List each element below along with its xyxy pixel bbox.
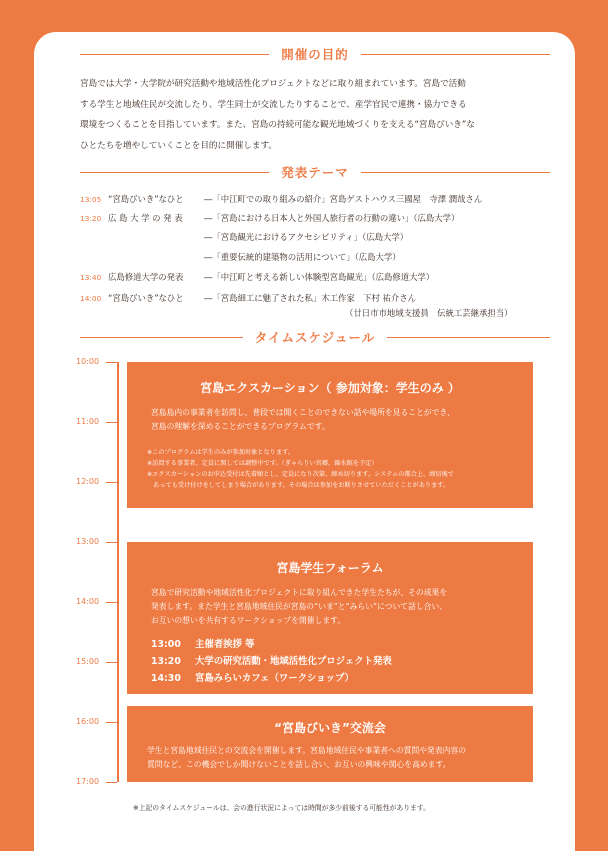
theme-time: 14:00 <box>80 293 102 303</box>
description-line: 宮島島内の事業者を訪問し、普段では聞くことのできない話や場所を見ることができ、 <box>151 408 455 417</box>
theme-speaker: “宮島びいき”なひと <box>108 293 184 303</box>
divider-line <box>80 337 243 338</box>
description-line: 宮島の理解を深めることができるプログラムです。 <box>151 422 330 431</box>
timeline-hour: 13:00 <box>76 537 100 546</box>
timeline-tick <box>106 662 117 663</box>
program-label: 大学の研究活動・地域活性化プロジェクト発表 <box>195 656 392 667</box>
theme-row <box>80 229 408 245</box>
excursion-description <box>151 406 533 434</box>
theme-speaker: 広島修道大学の発表 <box>108 272 184 282</box>
timeline-tick <box>106 542 117 543</box>
program-time: 14:30 <box>151 673 181 684</box>
forum-box <box>127 542 533 694</box>
theme-title-text: ―「宮島観光におけるアクセシビリティ」（広島大学） <box>204 232 409 242</box>
theme-title-text: ―「宮島における日本人と外国人旅行者の行動の違い」（広島大学） <box>204 213 460 223</box>
theme-time: 13:40 <box>80 272 102 282</box>
purpose-line: 環境をつくることを目指しています。また、宮島の持続可能な観光地域づくりを支える“宮島びいき”な <box>80 120 475 130</box>
program-time: 13:00 <box>151 639 181 650</box>
purpose-line: する学生と地域住民が交流したり、学生同士が交流したりすることで、産学官民で連携・協力できる <box>80 99 467 110</box>
theme-title-text: ―「宮島細工に魅了された私」木工作家 下村 祐介さん <box>204 293 417 303</box>
timeline-tick <box>106 362 117 363</box>
program-label: 主催者挨拶 等 <box>195 639 255 650</box>
timeline-line <box>117 362 119 782</box>
excursion-title: 宮島エクスカーション（ 参加対象：学生のみ ） <box>200 381 460 395</box>
timeline-tick <box>106 482 117 483</box>
program-item <box>151 670 533 687</box>
program-item <box>151 653 533 670</box>
divider-line <box>361 54 550 55</box>
timeline-hour: 12:00 <box>76 477 100 486</box>
note-line: ※このプログラムは学生のみが参加対象となります。 <box>147 449 294 456</box>
purpose-title: 開催の目的 <box>281 47 349 62</box>
theme-row <box>80 290 416 306</box>
theme-heading <box>80 162 550 182</box>
description-line: 発表します。また学生と宮島地域住民が宮島の“いま”と“みらい”について話し合い、 <box>151 602 448 611</box>
timeline-hour: 14:00 <box>76 597 100 606</box>
timeline-tick <box>106 722 117 723</box>
theme-row <box>80 210 459 226</box>
divider-line <box>387 337 550 338</box>
timeline-hour: 15:00 <box>76 657 100 666</box>
schedule-heading <box>80 327 550 347</box>
theme-row <box>80 191 482 207</box>
purpose-line: 宮島では大学・大学院が研究活動や地域活性化プロジェクトなどに取り組まれています。宮島で活動 <box>80 79 466 89</box>
purpose-text <box>80 74 558 156</box>
theme-row <box>80 269 434 285</box>
timeline-tick <box>106 422 117 423</box>
timeline-tick <box>106 602 117 603</box>
theme-title-text: ―「中江町と考える新しい体験型宮島観光」（広島修道大学） <box>204 272 435 282</box>
timeline-hour: 10:00 <box>76 357 100 366</box>
theme-title-text: ―「中江町での取り組みの紹介」宮島ゲストハウス三國屋 寺澤 潤哉さん <box>204 194 483 204</box>
theme-time: 13:20 <box>80 213 102 223</box>
schedule-footnote: ※上記のタイムスケジュールは、会の進行状況によっては時間が多少前後する可能性があります。 <box>133 804 430 812</box>
forum-description <box>151 586 533 628</box>
theme-speaker: “宮島びいき”なひと <box>108 194 184 204</box>
timeline-hour: 16:00 <box>76 717 100 726</box>
excursion-notes <box>147 447 533 491</box>
program-time: 13:20 <box>151 656 181 667</box>
description-line: 宮島で研究活動や地域活性化プロジェクトに取り組んできた学生たちが、その成果を <box>151 588 448 597</box>
speaker-affiliation: （廿日市市地域支援員 伝統工芸継承担当） <box>345 308 513 318</box>
note-line: あっても受け付けをしてしまう場合があります。その場合は参加をお断りさせていただくことがあります。 <box>147 482 450 489</box>
divider-line <box>361 172 550 173</box>
excursion-box <box>127 362 533 508</box>
exchange-description <box>147 744 533 772</box>
description-line: 学生と宮島地域住民との交流会を開催します。宮島地域住民や事業者への質問や発表内容の <box>147 746 467 755</box>
description-line: お互いの想いを共有するワークショップを開催します。 <box>151 616 346 625</box>
purpose-heading <box>80 44 550 64</box>
theme-speaker: 広 島 大 学 の 発 表 <box>108 213 183 223</box>
exchange-box <box>127 706 533 782</box>
program-item <box>151 636 533 653</box>
forum-title: 宮島学生フォーラム <box>276 561 384 575</box>
theme-title-text: ―「重要伝統的建築物の活用について」（広島大学） <box>204 252 401 262</box>
timeline-hour: 11:00 <box>76 417 100 426</box>
note-line: ※訪問する事業者、定員に関しては調整中です。（ぎゃらりい宮郷、錦水館を予定） <box>147 460 378 467</box>
schedule-title: タイムスケジュール <box>254 330 376 345</box>
purpose-line: ひとたちを増やしていくことを目的に開催します。 <box>80 140 277 151</box>
theme-row <box>80 249 401 265</box>
description-line: 質問など、この機会でしか聞けないことを話し合い、お互いの興味や関心を高めます。 <box>147 760 451 769</box>
program-label: 宮島みらいカフェ（ワークショップ） <box>195 673 354 684</box>
theme-title: 発表テーマ <box>281 165 349 180</box>
divider-line <box>80 172 269 173</box>
theme-time: 13:05 <box>80 194 102 204</box>
exchange-title: “宮島びいき”交流会 <box>274 721 386 735</box>
timeline-tick <box>106 782 117 783</box>
timeline-hour: 17:00 <box>76 777 100 786</box>
note-line: ※エクスカーションのお申込受付は先着順とし、定員になり次第、締め切ります。システムの都合上、締切後で <box>147 471 454 478</box>
divider-line <box>80 54 269 55</box>
forum-program <box>151 636 533 687</box>
